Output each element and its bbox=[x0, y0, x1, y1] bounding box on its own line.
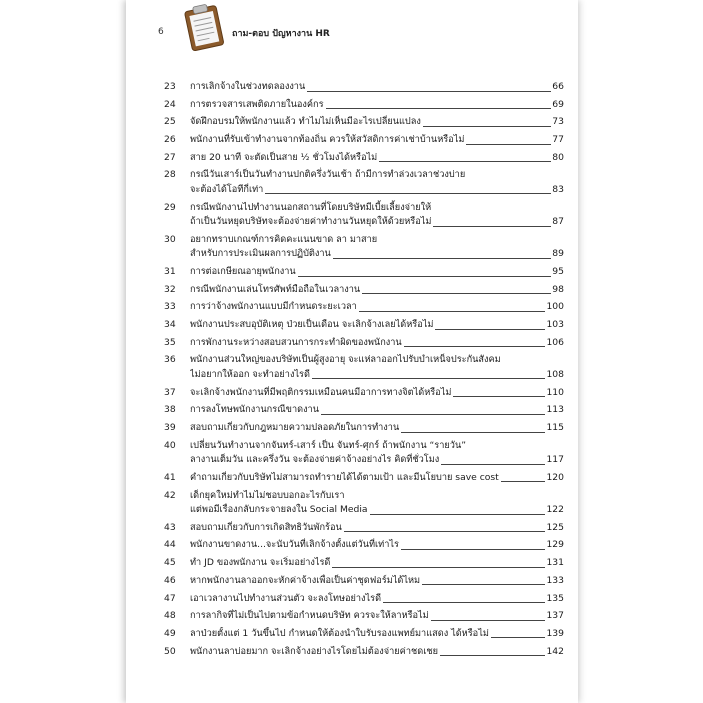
toc-entry bbox=[164, 300, 564, 315]
leader-line bbox=[321, 414, 545, 415]
toc-entry-title-line: ลาป่วยตั้งแต่ 1 วันขึ้นไป กำหนดให้ต้องนำใบรับรองแพทย์มาแสดง ได้หรือไม่ bbox=[190, 627, 489, 639]
toc-entry-number: 39 bbox=[164, 422, 176, 433]
page-number: 6 bbox=[158, 27, 164, 37]
toc-entry-page: 122 bbox=[546, 504, 564, 516]
leader-line bbox=[404, 346, 546, 347]
toc-entry-title-line: เปลี่ยนวันทำงานจากจันทร์-เสาร์ เป็น จันทร์-ศุกร์ ถ้าพนักงาน “รายวัน” bbox=[190, 439, 466, 451]
leader-line bbox=[370, 514, 546, 515]
toc-entry-title-line: แต่พอมีเรื่องกลับกระจายลงใน Social Media bbox=[190, 504, 368, 516]
toc-entry-page: 103 bbox=[546, 319, 564, 331]
leader-line bbox=[383, 602, 545, 603]
leader-line bbox=[307, 91, 551, 92]
toc-entry-page: 129 bbox=[546, 539, 564, 551]
toc-entry-title-line: จะต้องได้โอทีกี่เท่า bbox=[190, 183, 264, 195]
toc-entry-title-line: การลงโทษพนักงานกรณีขาดงาน bbox=[190, 404, 319, 416]
toc-entry bbox=[164, 283, 564, 298]
toc-entry bbox=[164, 556, 564, 571]
toc-entry-number: 44 bbox=[164, 539, 176, 551]
toc-entry-title-line: จะเลิกจ้างพนักงานที่มีพฤติกรรมเหมือนคนมีอาการทางจิตได้หรือไม่ bbox=[190, 386, 452, 398]
header-title: ถาม-ตอบ ปัญหางาน HR bbox=[232, 29, 330, 39]
toc-entry-number: 32 bbox=[164, 283, 176, 295]
toc-entry bbox=[164, 386, 564, 401]
leader-line bbox=[298, 276, 552, 277]
toc-entry bbox=[164, 439, 564, 468]
leader-line bbox=[401, 432, 545, 433]
toc-entry-page: 69 bbox=[552, 98, 564, 110]
toc-entry-number: 37 bbox=[164, 386, 176, 398]
toc-entry-number: 29 bbox=[164, 201, 176, 213]
leader-line bbox=[431, 620, 546, 621]
toc-entry-number: 42 bbox=[164, 489, 176, 501]
toc-entry-title-line: พนักงานลาบ่อยมาก จะเลิกจ้างอย่างไรโดยไม่ต้องจ่ายค่าชดเชย bbox=[190, 645, 438, 657]
leader-line bbox=[435, 329, 545, 330]
toc-entry-number: 33 bbox=[164, 301, 176, 313]
toc-entry-page: 133 bbox=[546, 574, 564, 586]
toc-entry-page: 115 bbox=[546, 422, 564, 433]
toc-entry-page: 95 bbox=[552, 266, 564, 277]
toc-entry-title-line: พนักงานที่รับเข้าทำงานจากท้องถิ่น ควรให้สวัสดิการค่าเช่าบ้านหรือไม่ bbox=[190, 134, 465, 146]
toc-entry-title-line: สาย 20 นาที จะตัดเป็นสาย ½ ชั่วโมงได้หรือไม่ bbox=[190, 151, 378, 163]
toc-entry-number: 34 bbox=[164, 319, 176, 331]
toc-entry bbox=[164, 592, 564, 607]
toc-entry-title-line: การว่าจ้างพนักงานแบบมีกำหนดระยะเวลา bbox=[190, 301, 357, 313]
toc-entry-page: 106 bbox=[546, 336, 564, 348]
leader-line bbox=[423, 126, 551, 127]
leader-line bbox=[422, 584, 545, 585]
toc-entry-title-line: สำหรับการประเมินผลการปฏิบัติงาน bbox=[190, 248, 331, 260]
table-of-contents bbox=[164, 80, 564, 662]
toc-entry-title-line: เอาเวลางานไปทำงานส่วนตัว จะลงโทษอย่างไรดี bbox=[190, 592, 382, 604]
toc-entry-page: 142 bbox=[546, 645, 564, 657]
leader-line bbox=[344, 531, 546, 532]
toc-entry-page: 117 bbox=[546, 454, 564, 466]
leader-line bbox=[379, 161, 551, 162]
toc-entry-page: 108 bbox=[546, 368, 564, 380]
toc-entry-number: 35 bbox=[164, 336, 176, 348]
toc-entry bbox=[164, 609, 564, 624]
toc-entry bbox=[164, 645, 564, 660]
toc-entry bbox=[164, 489, 564, 518]
toc-entry bbox=[164, 421, 564, 436]
toc-entry bbox=[164, 168, 564, 197]
toc-entry-number: 50 bbox=[164, 645, 176, 657]
toc-entry-number: 46 bbox=[164, 574, 176, 586]
leader-line bbox=[433, 226, 551, 227]
toc-entry-number: 27 bbox=[164, 151, 176, 163]
toc-entry-page: 98 bbox=[552, 283, 564, 295]
toc-entry-title-line: กรณีพนักงานไปทำงานนอกสถานที่โดยบริษัทมีเบี้ยเลี้ยงจ่ายให้ bbox=[190, 201, 432, 213]
toc-entry-page: 87 bbox=[552, 216, 564, 228]
leader-line bbox=[359, 311, 546, 312]
toc-entry bbox=[164, 521, 564, 536]
toc-entry bbox=[164, 115, 564, 130]
toc-entry-page: 83 bbox=[552, 183, 564, 195]
toc-entry-page: 77 bbox=[552, 134, 564, 146]
toc-entry-title-line: คำถามเกี่ยวกับบริษัทไม่สามารถทำรายได้ได้ตามเป้า และมีนโยบาย save cost bbox=[190, 471, 499, 483]
toc-entry-title-line: จัดฝึกอบรมให้พนักงานแล้ว ทำไมไม่เห็นมีอะไรเปลี่ยนแปลง bbox=[190, 116, 421, 128]
toc-entry-number: 23 bbox=[164, 81, 176, 92]
toc-entry-title-line: เด็กยุคใหม่ทำไมไม่ชอบบอกอะไรกับเรา bbox=[190, 489, 345, 501]
toc-entry-title-line: อยากทราบเกณฑ์การคิดคะแนนขาด ลา มาสาย bbox=[190, 233, 378, 245]
toc-entry-page: 125 bbox=[546, 521, 564, 533]
toc-entry-page: 120 bbox=[546, 471, 564, 483]
toc-entry bbox=[164, 336, 564, 351]
toc-entry-title-line: พนักงานขาดงาน...จะนับวันที่เลิกจ้างตั้งแต่วันที่เท่าไร bbox=[190, 539, 399, 551]
toc-entry-title-line: สอบถามเกี่ยวกับกฎหมายความปลอดภัยในการทำงาน bbox=[190, 422, 400, 433]
toc-entry-number: 43 bbox=[164, 521, 176, 533]
toc-entry-title-line: กรณีพนักงานเล่นโทรศัพท์มือถือในเวลางาน bbox=[190, 283, 361, 295]
toc-entry-title-line: ไม่อยากให้ออก จะทำอย่างไรดี bbox=[190, 368, 310, 380]
leader-line bbox=[440, 655, 546, 656]
toc-entry-title-line: การลากิจที่ไม่เป็นไปตามข้อกำหนดบริษัท ควรจะให้ลาหรือไม่ bbox=[190, 610, 429, 622]
toc-entry-page: 139 bbox=[546, 627, 564, 639]
toc-entry bbox=[164, 151, 564, 166]
toc-entry-title-line: พนักงานประสบอุบัติเหตุ ป่วยเป็นเดือน จะเลิกจ้างเลยได้หรือไม่ bbox=[190, 319, 434, 331]
leader-line bbox=[312, 378, 545, 379]
toc-entry-title-line: การตรวจสารเสพติดภายในองค์กร bbox=[190, 98, 324, 110]
toc-entry-number: 28 bbox=[164, 169, 176, 181]
leader-line bbox=[501, 481, 546, 482]
clipboard-icon bbox=[182, 2, 228, 52]
toc-entry bbox=[164, 538, 564, 553]
toc-entry bbox=[164, 627, 564, 642]
toc-entry bbox=[164, 133, 564, 148]
toc-entry bbox=[164, 265, 564, 280]
toc-entry-title-line: ถ้าเป็นวันหยุดบริษัทจะต้องจ่ายค่าทำงานวันหยุดให้ด้วยหรือไม่ bbox=[190, 216, 432, 228]
toc-entry bbox=[164, 403, 564, 418]
toc-entry-number: 48 bbox=[164, 610, 176, 622]
leader-line bbox=[333, 258, 551, 259]
toc-entry-title-line: ทำ JD ของพนักงาน จะเริ่มอย่างไรดี bbox=[190, 557, 331, 569]
toc-entry-title-line: การเลิกจ้างในช่วงทดลองงาน bbox=[190, 81, 306, 92]
toc-entry-page: 100 bbox=[546, 301, 564, 313]
toc-entry-page: 66 bbox=[552, 81, 564, 92]
toc-entry-number: 36 bbox=[164, 354, 176, 366]
toc-entry-title-line: พนักงานส่วนใหญ่ของบริษัทเป็นผู้สูงอายุ จะแห่ลาออกไปรับบำเหน็จประกันสังคม bbox=[190, 354, 501, 366]
toc-entry bbox=[164, 353, 564, 382]
leader-line bbox=[401, 549, 546, 550]
toc-entry-page: 137 bbox=[546, 610, 564, 622]
toc-entry-page: 110 bbox=[546, 386, 564, 398]
toc-entry bbox=[164, 318, 564, 333]
book-page bbox=[126, 0, 578, 703]
toc-entry bbox=[164, 201, 564, 230]
toc-entry-number: 47 bbox=[164, 592, 176, 604]
toc-entry bbox=[164, 471, 564, 486]
toc-entry-number: 49 bbox=[164, 627, 176, 639]
toc-entry-number: 31 bbox=[164, 266, 176, 277]
toc-entry-number: 30 bbox=[164, 233, 176, 245]
toc-entry-title-line: สอบถามเกี่ยวกับการเกิดสิทธิวันพักร้อน bbox=[190, 521, 342, 533]
toc-entry bbox=[164, 98, 564, 113]
toc-entry-title-line: ลางานเต็มวัน และครึ่งวัน จะต้องจ่ายค่าจ้างอย่างไร คิดที่ชั่วโมง bbox=[190, 454, 440, 466]
leader-line bbox=[491, 637, 546, 638]
leader-line bbox=[453, 396, 545, 397]
toc-entry-page: 73 bbox=[552, 116, 564, 128]
toc-entry bbox=[164, 80, 564, 95]
leader-line bbox=[326, 108, 552, 109]
leader-line bbox=[265, 193, 551, 194]
leader-line bbox=[466, 144, 551, 145]
toc-entry-page: 89 bbox=[552, 248, 564, 260]
toc-entry-number: 41 bbox=[164, 471, 176, 483]
toc-entry-number: 38 bbox=[164, 404, 176, 416]
toc-entry-number: 40 bbox=[164, 439, 176, 451]
toc-entry-title-line: หากพนักงานลาออกจะหักค่าจ้างเพื่อเป็นค่าชุดฟอร์มได้ไหม bbox=[190, 574, 421, 586]
toc-entry-number: 24 bbox=[164, 98, 176, 110]
toc-entry bbox=[164, 233, 564, 262]
toc-entry-page: 80 bbox=[552, 151, 564, 163]
toc-entry-number: 45 bbox=[164, 557, 176, 569]
toc-entry-number: 26 bbox=[164, 134, 176, 146]
toc-entry-page: 135 bbox=[546, 592, 564, 604]
toc-entry-page: 131 bbox=[546, 557, 564, 569]
leader-line bbox=[332, 567, 545, 568]
toc-entry bbox=[164, 574, 564, 589]
toc-entry-number: 25 bbox=[164, 116, 176, 128]
toc-entry-title-line: การพักงานระหว่างสอบสวนการกระทำผิดของพนักงาน bbox=[190, 336, 402, 348]
toc-entry-title-line: การต่อเกษียณอายุพนักงาน bbox=[190, 266, 296, 277]
toc-entry-title-line: กรณีวันเสาร์เป็นวันทำงานปกติครึ่งวันเช้า ถ้ามีการทำล่วงเวลาช่วงบ่าย bbox=[190, 169, 466, 181]
leader-line bbox=[362, 293, 551, 294]
leader-line bbox=[441, 464, 545, 465]
toc-entry-page: 113 bbox=[546, 404, 564, 416]
